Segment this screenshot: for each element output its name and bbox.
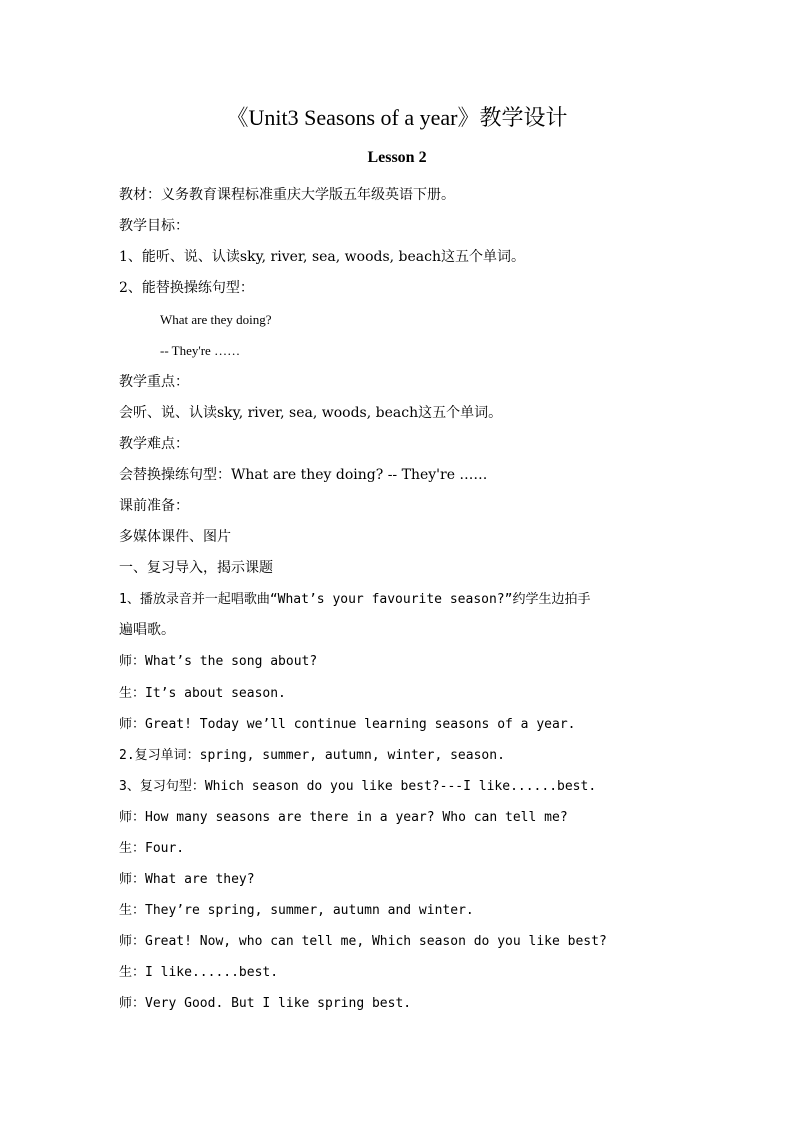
lesson-subtitle: Lesson 2 xyxy=(367,149,427,166)
dialogue-line: 生：I like......best. xyxy=(119,965,279,981)
dialogue-line: 师：Very Good. But I like spring best. xyxy=(119,996,412,1012)
objective-2: 2、能替换操练句型： xyxy=(119,280,254,297)
step-2-line: 2.复习单词：spring, summer, autumn, winter, season. xyxy=(119,747,505,763)
preparation-heading: 课前准备： xyxy=(119,497,189,514)
key-points-heading: 教学重点： xyxy=(119,373,189,390)
sentence-pattern-question: What are they doing? xyxy=(160,312,272,328)
preparation-text: 多媒体课件、图片 xyxy=(119,529,231,546)
section-1-heading: 一、复习导入，揭示课题 xyxy=(119,560,273,577)
dialogue-line: 师：How many seasons are there in a year? Who can tell me? xyxy=(119,809,568,825)
dialogue-line: 师：What are they? xyxy=(119,872,255,888)
dialogue-line: 生：Four. xyxy=(119,840,185,856)
dialogue-line: 生：They’re spring, summer, autumn and winter. xyxy=(119,903,474,919)
step-1-line-1: 1、播放录音并一起唱歌曲“What’s your favourite season?”约学生边拍手 xyxy=(119,592,591,608)
step-1-line-2: 遍唱歌。 xyxy=(119,622,175,639)
document-title: 《Unit3 Seasons of a year》教学设计 xyxy=(226,105,568,130)
difficulties-heading: 教学难点： xyxy=(119,435,189,452)
document-body xyxy=(119,180,689,1020)
difficulties-text: 会替换操练句型：What are they doing? -- They're …… xyxy=(119,466,488,483)
dialogue-line: 生：It’s about season. xyxy=(119,685,286,701)
key-points-text: 会听、说、认读sky, river, sea, woods, beach这五个单词。 xyxy=(119,404,503,421)
dialogue-line: 师：Great! Today we’ll continue learning seasons of a year. xyxy=(119,716,576,732)
textbook-line: 教材：义务教育课程标准重庆大学版五年级英语下册。 xyxy=(119,187,455,203)
step-3-line: 3、复习句型：Which season do you like best?---I like......best. xyxy=(119,778,597,794)
objectives-heading: 教学目标： xyxy=(119,218,189,235)
sentence-pattern-answer: -- They're …… xyxy=(160,343,241,359)
dialogue-line: 师：Great! Now, who can tell me, Which season do you like best? xyxy=(119,934,607,950)
dialogue-line: 师：What’s the song about? xyxy=(119,654,318,670)
objective-1: 1、能听、说、认读sky, river, sea, woods, beach这五个单词。 xyxy=(119,249,525,266)
